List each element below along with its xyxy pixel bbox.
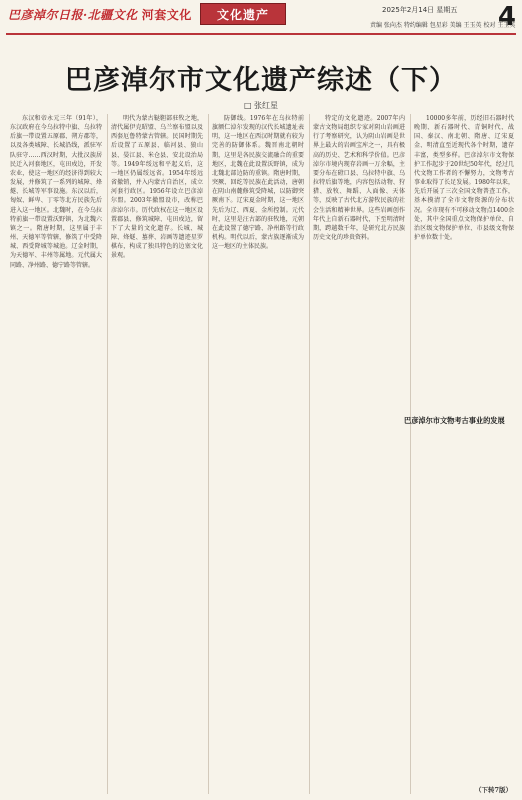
column-text: 明代为蒙古鞑靼部驻牧之地，清代属伊克昭盟、乌兰察布盟以及西套厄鲁特蒙古管辖。民国时期先后设置了五原县、临河县、狼山县、晏江县、米仓县、安北设治局等。1949年绥远和平起义后，这一地区仍属绥远省。1954年绥远省撤销，并入内蒙古自治区，成立河套行政区。1956年设立巴彦淖尔盟。2003年撤盟设市，改称巴彦淖尔市。历代政权在这一地区设置郡县、修筑城障、屯田戍边，留下了大量的文化遗存。长城、城障、烽燧、墓葬、岩画等遗迹星罗棋布，构成了独具特色的边塞文化景观。	[111, 115, 203, 260]
article-column-3	[212, 114, 304, 251]
editor-credits: 责编 张向杰 特约编辑 包星彩 美编 王玉英 校对 王玉英	[370, 22, 516, 29]
section-subheading: 巴彦淖尔市文物考古事业的发展	[404, 416, 505, 425]
masthead	[0, 0, 522, 36]
section-banner: 文化遗产	[200, 3, 286, 25]
column-divider	[309, 114, 310, 794]
column-text: 10000多年前，历经旧石器时代晚期、新石器时代、青铜时代、战国、秦汉、南北朝、隋唐、辽宋夏金、明清直至近现代各个时期，遗存丰富，类型多样。巴彦淖尔市文物保护工作起步于20世纪50年代，经过几代文物工作者的不懈努力，文物考古事业取得了长足发展。1980年以来，先后开展了三次全国文物普查工作，基本摸清了全市文物资源的分布状况。全市现有不可移动文物点1400余处，其中全国重点文物保护单位、自治区级文物保护单位、市县级文物保护单位数十处。	[414, 115, 514, 242]
newspaper-brand	[8, 6, 192, 23]
column-text: 东汉和帝永元三年（91年），东汉政府在今乌拉特中旗、乌拉特后旗一带设置五原郡、朔方郡等，以及各类城障、长城沿线，派驻军队驻守……西汉时期，大批汉族居民迁入河套地区，屯田戍边，开发农业，使这一地区的经济得到较大发展，并修筑了一系列的城障、烽燧、长城等军事设施。东汉以后，匈奴、鲜卑、丁零等北方民族先后进入这一地区。北魏时，在今乌拉特前旗一带设置沃野镇，为北魏六镇之一。隋唐时期，这里属于丰州、天德军等管辖，修筑了中受降城、西受降城等城池。辽金时期，为天德军、丰州等属地。元代属大同路、净州路、德宁路等管辖。	[10, 115, 102, 269]
section-subtitle: 河套文化	[141, 8, 192, 22]
article-title: 巴彦淖尔市文化遗产综述（下）	[65, 65, 457, 96]
article-column-5	[414, 114, 514, 410]
column-divider	[107, 114, 108, 794]
article-byline: □ 张红星	[243, 101, 279, 110]
article-column-1	[10, 114, 102, 270]
header-rule	[6, 33, 516, 35]
column-text: 防御线。1976年在乌拉特前旗额仁淖尔发现的汉代长城遗址表明，这一地区在西汉时期就有较为完善的防御体系。魏晋南北朝时期，这里是各民族交流融合的重要地区，北魏在此设置沃野镇，成为北魏北部边防的重镇。隋唐时期，突厥、回纥等民族在此活动，唐朝在阴山南麓修筑受降城，以防御突厥南下。辽宋夏金时期，这一地区先后为辽、西夏、金所控制。元代时，这里是汪古部的驻牧地，元朝在此设置了德宁路、净州路等行政机构。明代以后，蒙古族逐渐成为这一地区的主体民族。	[212, 115, 304, 251]
article-column-4	[313, 114, 405, 242]
article-column-2	[111, 114, 203, 261]
issue-date: 2025年2月14日 星期五	[382, 6, 458, 14]
brand-name: 巴彦淖尔日报·北疆文化	[8, 8, 138, 22]
continued-marker: （下转7版）	[474, 786, 512, 794]
column-text: 特定的文化遗迹。2007年内蒙古文物局组织专家对阴山岩画进行了考察研究，认为阴山岩画是世界上最大的岩画宝库之一，具有极高的历史、艺术和科学价值。巴彦淖尔市境内现存岩画一万余幅，主要分布在磴口县、乌拉特中旗、乌拉特后旗等地，内容包括动物、狩猎、放牧、舞蹈、人面像、天体等，反映了古代北方游牧民族的社会生活和精神世界。这些岩画创作年代上自新石器时代，下至明清时期，跨越数千年，是研究北方民族历史文化的珍贵资料。	[313, 115, 405, 242]
column-divider	[410, 114, 411, 794]
page-number: 4	[497, 2, 516, 32]
column-divider	[208, 114, 209, 794]
